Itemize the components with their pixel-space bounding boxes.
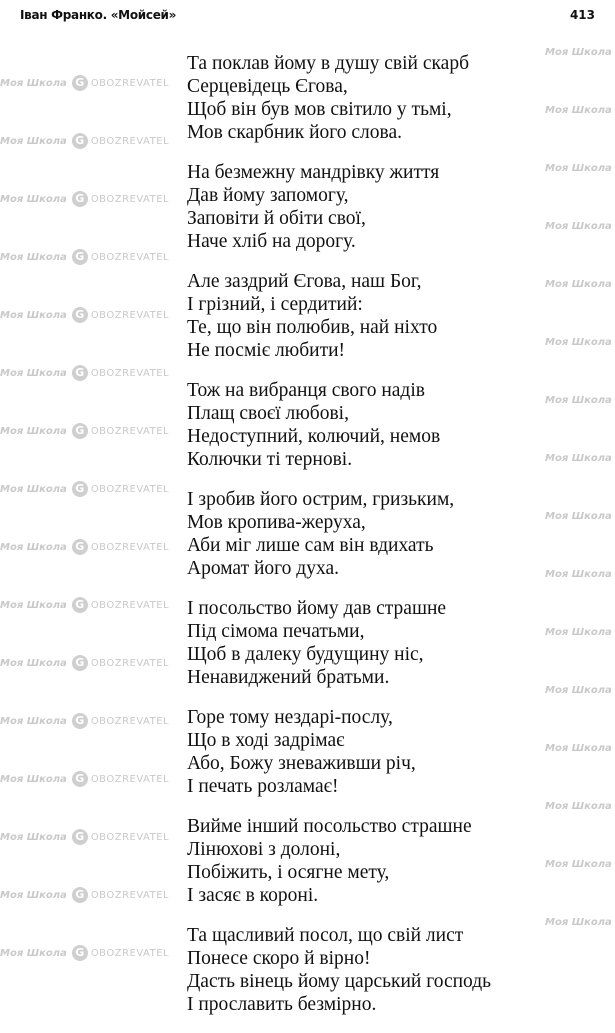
stanza bbox=[187, 488, 491, 597]
watermark-school: Моя Школа bbox=[545, 105, 612, 116]
poem-line: І грізний, і сердитий: bbox=[187, 294, 363, 315]
watermark-school: Моя Школа bbox=[0, 716, 67, 727]
watermark-school: Моя Школа bbox=[545, 221, 612, 232]
poem-line: І посольство йому дав страшне bbox=[187, 598, 447, 619]
watermark bbox=[0, 597, 169, 614]
watermark bbox=[0, 481, 169, 498]
watermark bbox=[0, 713, 169, 730]
watermark bbox=[545, 451, 612, 467]
watermark-brand: OBOZREVATEL bbox=[90, 542, 170, 553]
watermark bbox=[0, 829, 169, 846]
watermark bbox=[545, 683, 612, 699]
watermark bbox=[545, 799, 612, 815]
watermark bbox=[545, 509, 612, 525]
watermark-brand: OBOZREVATEL bbox=[90, 136, 170, 147]
watermark-school: Моя Школа bbox=[0, 658, 67, 669]
poem-line: Або, Божу зневаживши річ, bbox=[187, 753, 416, 774]
poem-line: Заповіти й обіти свої, bbox=[187, 208, 366, 229]
stanza bbox=[187, 270, 491, 379]
watermark bbox=[545, 915, 612, 931]
poem-line: Аби міг лише сам він вдихать bbox=[187, 535, 434, 556]
obozrevatel-logo-icon: G bbox=[72, 945, 88, 961]
obozrevatel-logo-icon: G bbox=[72, 597, 88, 613]
watermark bbox=[545, 741, 612, 757]
obozrevatel-logo-icon: G bbox=[72, 307, 88, 323]
poem-line: Лінюхові з долоні, bbox=[187, 839, 341, 860]
poem-line: Мов скарбник його слова. bbox=[187, 122, 403, 143]
obozrevatel-logo-icon: G bbox=[72, 75, 88, 91]
watermark-brand: OBOZREVATEL bbox=[90, 78, 170, 89]
poem-line: Плащ своєї любові, bbox=[187, 403, 349, 424]
poem-line: Під сімома печатьми, bbox=[187, 621, 365, 642]
watermark-school: Моя Школа bbox=[545, 47, 612, 58]
watermark-brand: OBOZREVATEL bbox=[90, 890, 170, 901]
poem-text bbox=[187, 52, 491, 1033]
watermark-school: Моя Школа bbox=[0, 426, 67, 437]
watermark bbox=[0, 75, 169, 92]
obozrevatel-logo-icon: G bbox=[72, 249, 88, 265]
watermark-school: Моя Школа bbox=[545, 453, 612, 464]
poem-line: Та щасливий посол, що свій лист bbox=[187, 925, 464, 946]
poem-line: Щоб в далеку будущину ніс, bbox=[187, 644, 424, 665]
watermark-school: Моя Школа bbox=[545, 395, 612, 406]
poem-line: І засяє в короні. bbox=[187, 885, 319, 906]
obozrevatel-logo-icon: G bbox=[72, 539, 88, 555]
watermark-school: Моя Школа bbox=[545, 859, 612, 870]
watermark-brand: OBOZREVATEL bbox=[90, 310, 170, 321]
watermark-school: Моя Школа bbox=[0, 890, 67, 901]
poem-line: Понесе скоро й вірно! bbox=[187, 948, 371, 969]
page-number: 413 bbox=[569, 8, 595, 22]
watermark bbox=[0, 249, 169, 266]
watermark-school: Моя Школа bbox=[545, 511, 612, 522]
obozrevatel-logo-icon: G bbox=[72, 191, 88, 207]
watermark bbox=[0, 423, 169, 440]
watermark-brand: OBOZREVATEL bbox=[90, 194, 170, 205]
stanza bbox=[187, 379, 491, 488]
watermark-school: Моя Школа bbox=[0, 310, 67, 321]
watermark-school: Моя Школа bbox=[545, 279, 612, 290]
poem-line: І прославить безмірно. bbox=[187, 994, 377, 1015]
watermark-brand: OBOZREVATEL bbox=[90, 426, 170, 437]
watermark-school: Моя Школа bbox=[0, 542, 67, 553]
watermark-school: Моя Школа bbox=[0, 484, 67, 495]
obozrevatel-logo-icon: G bbox=[72, 423, 88, 439]
watermark bbox=[0, 191, 169, 208]
watermark-school: Моя Школа bbox=[0, 600, 67, 611]
stanza bbox=[187, 924, 491, 1033]
watermark bbox=[545, 277, 612, 293]
watermark bbox=[545, 857, 612, 873]
watermark bbox=[545, 625, 612, 641]
stanza bbox=[187, 161, 491, 270]
obozrevatel-logo-icon: G bbox=[72, 713, 88, 729]
poem-line: Але заздрий Єгова, наш Бог, bbox=[187, 271, 422, 292]
watermark-brand: OBOZREVATEL bbox=[90, 484, 170, 495]
obozrevatel-logo-icon: G bbox=[72, 655, 88, 671]
poem-line: Серцевідець Єгова, bbox=[187, 76, 348, 97]
poem-line: Мов кропива-жеруха, bbox=[187, 512, 366, 533]
watermark-school: Моя Школа bbox=[545, 337, 612, 348]
running-header-title: Іван Франко. «Мойсей» bbox=[20, 8, 177, 22]
obozrevatel-logo-icon: G bbox=[72, 887, 88, 903]
stanza bbox=[187, 706, 491, 815]
obozrevatel-logo-icon: G bbox=[72, 133, 88, 149]
watermark-brand: OBOZREVATEL bbox=[90, 948, 170, 959]
obozrevatel-logo-icon: G bbox=[72, 771, 88, 787]
watermark-brand: OBOZREVATEL bbox=[90, 832, 170, 843]
watermark-school: Моя Школа bbox=[0, 136, 67, 147]
poem-line: На безмежну мандрівку життя bbox=[187, 162, 440, 183]
watermark-school: Моя Школа bbox=[545, 743, 612, 754]
watermark bbox=[545, 567, 612, 583]
watermark bbox=[0, 307, 169, 324]
obozrevatel-logo-icon: G bbox=[72, 829, 88, 845]
poem-line: Недоступний, колючий, немов bbox=[187, 426, 441, 447]
poem-line: Тож на вибранця свого надів bbox=[187, 380, 425, 401]
poem-line: І зробив його острим, гризьким, bbox=[187, 489, 455, 510]
watermark bbox=[545, 219, 612, 235]
watermark-school: Моя Школа bbox=[0, 832, 67, 843]
watermark bbox=[0, 539, 169, 556]
watermark-school: Моя Школа bbox=[0, 252, 67, 263]
poem-line: Колючки ті тернові. bbox=[187, 449, 353, 470]
watermark-school: Моя Школа bbox=[0, 774, 67, 785]
watermark bbox=[545, 335, 612, 351]
poem-line: Дасть вінець йому царський господь bbox=[187, 971, 492, 992]
watermark bbox=[545, 45, 612, 61]
poem-line: І печать розламає! bbox=[187, 776, 339, 797]
obozrevatel-logo-icon: G bbox=[72, 365, 88, 381]
watermark bbox=[545, 103, 612, 119]
poem-line: Вийме інший посольство страшне bbox=[187, 816, 472, 837]
stanza bbox=[187, 597, 491, 706]
watermark-school: Моя Школа bbox=[545, 685, 612, 696]
poem-line: Ненавиджений братьми. bbox=[187, 667, 390, 688]
watermark-school: Моя Школа bbox=[545, 163, 612, 174]
watermark-school: Моя Школа bbox=[545, 801, 612, 812]
watermark bbox=[545, 161, 612, 177]
watermark bbox=[0, 887, 169, 904]
obozrevatel-logo-icon: G bbox=[72, 481, 88, 497]
poem-line: Те, що він полюбив, най ніхто bbox=[187, 317, 438, 338]
watermark-school: Моя Школа bbox=[545, 569, 612, 580]
watermark-brand: OBOZREVATEL bbox=[90, 716, 170, 727]
poem-line: Дав йому запомогу, bbox=[187, 185, 349, 206]
watermark-school: Моя Школа bbox=[0, 948, 67, 959]
poem-line: Аромат його духа. bbox=[187, 558, 339, 579]
watermark-school: Моя Школа bbox=[0, 368, 67, 379]
poem-line: Щоб він був мов світило у тьмі, bbox=[187, 99, 452, 120]
watermark bbox=[0, 655, 169, 672]
poem-line: Що в ході задрімає bbox=[187, 730, 345, 751]
watermark-school: Моя Школа bbox=[545, 627, 612, 638]
poem-line: Горе тому нездарі-послу, bbox=[187, 707, 393, 728]
watermark-school: Моя Школа bbox=[0, 78, 67, 89]
poem-line: Та поклав йому в душу свій скарб bbox=[187, 53, 470, 74]
poem-line: Побіжить, і осягне мету, bbox=[187, 862, 390, 883]
watermark-brand: OBOZREVATEL bbox=[90, 658, 170, 669]
stanza bbox=[187, 52, 491, 161]
watermark bbox=[545, 393, 612, 409]
poem-line: Не посміє любити! bbox=[187, 340, 346, 361]
poem-line: Наче хліб на дорогу. bbox=[187, 231, 356, 252]
watermark-brand: OBOZREVATEL bbox=[90, 368, 170, 379]
watermark bbox=[0, 133, 169, 150]
stanza bbox=[187, 815, 491, 924]
watermark-brand: OBOZREVATEL bbox=[90, 252, 170, 263]
watermark bbox=[0, 945, 169, 962]
watermark bbox=[0, 771, 169, 788]
watermark bbox=[0, 365, 169, 382]
watermark-school: Моя Школа bbox=[0, 194, 67, 205]
watermark-brand: OBOZREVATEL bbox=[90, 600, 170, 611]
watermark-school: Моя Школа bbox=[545, 917, 612, 928]
watermark-brand: OBOZREVATEL bbox=[90, 774, 170, 785]
